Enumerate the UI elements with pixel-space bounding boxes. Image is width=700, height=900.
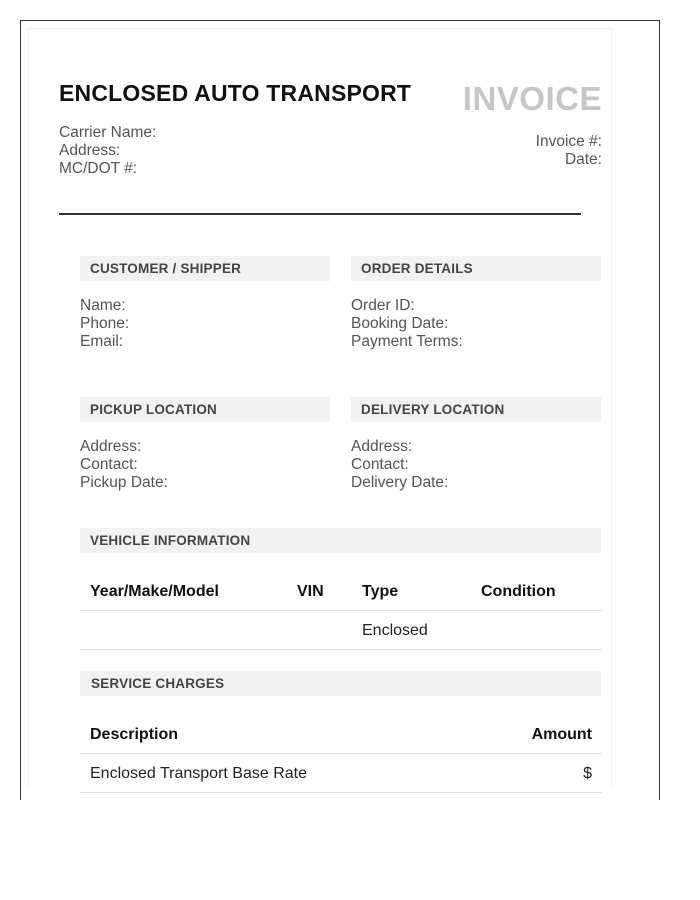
- pickup-date-label: Pickup Date:: [80, 474, 168, 491]
- order-id-label: Order ID:: [351, 297, 415, 314]
- table-row: [80, 754, 602, 793]
- col-type: Type: [362, 583, 399, 600]
- charge-description-cell: Enclosed Transport Base Rate: [90, 765, 308, 782]
- delivery-date-label: Delivery Date:: [351, 474, 449, 491]
- charge-amount-cell: $: [583, 765, 592, 782]
- delivery-fields: [351, 438, 448, 492]
- invoice-date-label: Date:: [564, 151, 602, 168]
- col-year-make-model: Year/Make/Model: [90, 583, 219, 600]
- carrier-info: [59, 124, 156, 178]
- customer-phone-label: Phone:: [80, 315, 130, 332]
- charges-table-header: [80, 715, 602, 754]
- invoice-number-label: Invoice #:: [535, 133, 602, 150]
- col-amount: Amount: [531, 726, 592, 743]
- carrier-name-label: Carrier Name:: [59, 124, 157, 141]
- vehicle-table: [80, 572, 602, 650]
- customer-fields: [80, 297, 129, 351]
- company-name: ENCLOSED AUTO TRANSPORT: [59, 80, 412, 106]
- customer-section-heading: CUSTOMER / SHIPPER: [80, 256, 330, 281]
- charges-section-heading: SERVICE CHARGES: [80, 671, 601, 696]
- vehicle-type-cell: Enclosed: [362, 622, 428, 639]
- order-section-heading: ORDER DETAILS: [351, 256, 601, 281]
- invoice-title: INVOICE: [462, 80, 602, 117]
- pickup-fields: [80, 438, 168, 492]
- pickup-contact-label: Contact:: [80, 456, 138, 473]
- delivery-contact-label: Contact:: [351, 456, 409, 473]
- charges-table: [80, 715, 602, 793]
- invoice-meta: [536, 133, 602, 169]
- col-condition: Condition: [481, 583, 556, 600]
- col-description: Description: [90, 726, 179, 743]
- vehicle-table-header: [80, 572, 602, 611]
- col-vin: VIN: [297, 583, 324, 600]
- header-divider: [59, 213, 581, 215]
- pickup-address-label: Address:: [80, 438, 142, 455]
- pickup-section-heading: PICKUP LOCATION: [80, 397, 330, 422]
- customer-name-label: Name:: [80, 297, 126, 314]
- vehicle-section-heading: VEHICLE INFORMATION: [80, 528, 601, 553]
- carrier-mc-dot-label: MC/DOT #:: [59, 160, 138, 177]
- booking-date-label: Booking Date:: [351, 315, 449, 332]
- payment-terms-label: Payment Terms:: [351, 333, 463, 350]
- delivery-address-label: Address:: [351, 438, 413, 455]
- table-row: [80, 611, 602, 650]
- delivery-section-heading: DELIVERY LOCATION: [351, 397, 601, 422]
- customer-email-label: Email:: [80, 333, 124, 350]
- order-fields: [351, 297, 463, 351]
- carrier-address-label: Address:: [59, 142, 121, 159]
